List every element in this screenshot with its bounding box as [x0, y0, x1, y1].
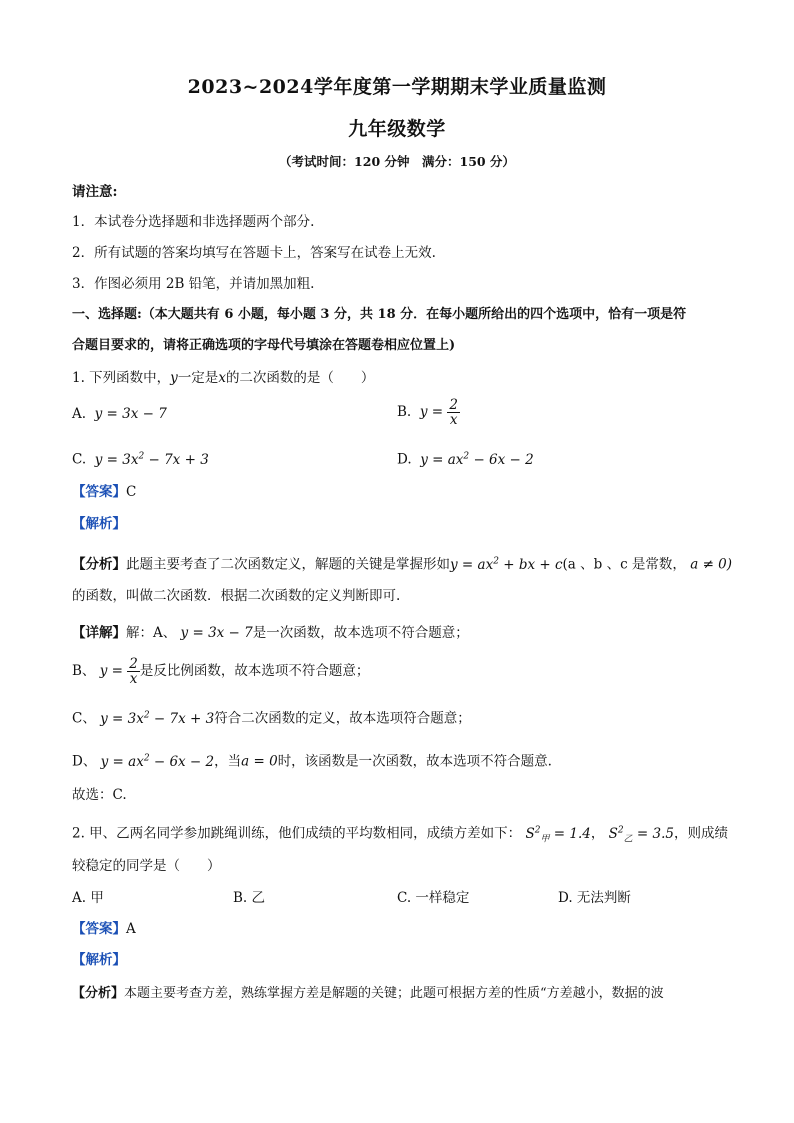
q1-detail-c: C、 $y = 3x^2 - 7x + 3$符合二次函数的定义，故本选项符合题意；	[72, 710, 471, 727]
notes-heading: 请注意:	[72, 184, 118, 200]
q1-option-a: A. y = 3x − 7	[72, 406, 167, 422]
q1-option-c: C. $y = 3x^2 - 7x + 3$	[72, 451, 209, 468]
q2-option-c: C. 一样稳定	[397, 890, 470, 906]
q2-analysis-tag: 【解析】	[72, 952, 126, 968]
note-item-1: 1．本试卷分选择题和非选择题两个部分.	[72, 214, 315, 230]
exam-subject: 九年级数学	[348, 118, 446, 140]
q2-fenxi: 【分析】本题主要考查方差，熟练掌握方差是解题的关键；此题可根据方差的性质“方差越小，数据的波	[72, 986, 664, 1001]
q1-stem: 1. 下列函数中，y一定是x的二次函数的是（ ）	[72, 370, 375, 386]
q2-stem: 2. 甲、乙两名同学参加跳绳训练，他们成绩的平均数相同，成绩方差如下： $S^2_甲 = 1.4$， $S^2_乙 = 3.5$，则成绩	[72, 825, 729, 845]
q1-answer: 【答案】C	[72, 484, 137, 500]
q1-detail-d: D、 $y = ax^2 - 6x - 2$，当a = 0时，该函数是一次函数，故本选项不符合题意.	[72, 753, 552, 770]
exam-info: （考试时间：120 分钟 满分：150 分）	[279, 154, 515, 169]
q1-fenxi: 【分析】此题主要考查了二次函数定义，解题的关键是掌握形如$y = ax^2$ + bx + c(a 、b 、c 是常数， a ≠ 0)	[72, 556, 733, 573]
q2-option-d: D. 无法判断	[558, 890, 631, 906]
q1-conclusion: 故选：C.	[72, 787, 127, 803]
q2-option-a: A. 甲	[72, 890, 104, 906]
q1-fenxi-line2: 的函数，叫做二次函数．根据二次函数的定义判断即可.	[72, 588, 401, 604]
note-item-2: 2．所有试题的答案均填写在答题卡上，答案写在试卷上无效.	[72, 245, 436, 261]
q1-option-b: B. y = $\frac{2}{x}$	[397, 397, 458, 428]
q1-option-d: D. $y = ax^2 - 6x - 2$	[397, 451, 534, 468]
q2-answer: 【答案】A	[72, 921, 136, 937]
note-item-3: 3．作图必须用 2B 铅笔，并请加黑加粗.	[72, 276, 315, 292]
exam-title: 2023~2024学年度第一学期期末学业质量监测	[187, 76, 607, 98]
section-heading-line1: 一、选择题:（本大题共有 6 小题，每小题 3 分，共 18 分．在每小题所给出的四个选项中，恰有一项是符	[72, 307, 687, 322]
section-heading-line2: 合题目要求的，请将正确选项的字母代号填涂在答题卷相应位置上)	[72, 338, 456, 353]
q1-analysis-tag: 【解析】	[72, 516, 126, 532]
q1-detail-a: 【详解】解：A、 y = 3x − 7是一次函数，故本选项不符合题意；	[72, 625, 469, 641]
q1-detail-b: B、 y = $\frac{2}{x}$ 是反比例函数，故本选项不符合题意；	[72, 656, 370, 687]
q2-option-b: B. 乙	[233, 890, 266, 906]
q2-stem-line2: 较稳定的同学是（ ）	[72, 858, 221, 874]
